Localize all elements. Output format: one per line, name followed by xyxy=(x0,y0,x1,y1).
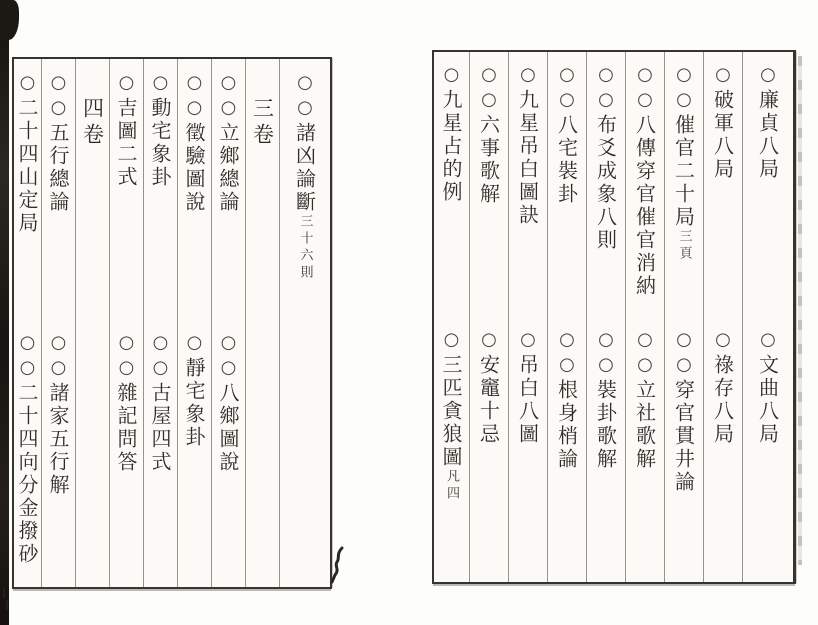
toc-entry-bottom xyxy=(592,329,621,471)
entry-circles: ○ xyxy=(517,329,539,354)
entry-text: 八傳穿官催官消納 xyxy=(632,114,657,298)
entry-circles: ○ xyxy=(712,329,734,354)
toc-entry-top xyxy=(44,72,73,214)
toc-entry-bottom xyxy=(475,329,504,446)
toc-entry-top xyxy=(146,72,175,189)
toc-entry-top xyxy=(13,72,42,235)
toc-entry-bottom xyxy=(13,332,42,566)
edge-tick-mark xyxy=(6,600,8,610)
entry-circles: ○○ xyxy=(556,329,578,379)
corner-ink-blot xyxy=(0,0,19,40)
toc-entry-bottom xyxy=(44,332,73,497)
toc-column xyxy=(41,59,75,587)
entry-circles: ○○ xyxy=(478,64,500,114)
entry-circles: ○○ xyxy=(150,332,171,382)
entry-circles: ○ xyxy=(517,64,539,89)
entry-text: 靜宅象卦 xyxy=(182,357,206,449)
toc-column xyxy=(279,59,330,587)
entry-circles: ○○ xyxy=(294,72,316,122)
entry-circles: ○ xyxy=(478,329,500,354)
entry-note: 三頁 xyxy=(676,229,692,263)
toc-entry-bottom xyxy=(670,329,699,494)
entry-circles: ○○ xyxy=(595,329,617,379)
toc-entry-top xyxy=(214,72,243,214)
entry-circles: ○ xyxy=(150,72,171,97)
toc-column xyxy=(75,59,109,587)
entry-text: 穿官貫井論 xyxy=(671,379,696,494)
toc-entry-top xyxy=(754,64,783,181)
entry-text: 八鄉圖說 xyxy=(216,382,240,474)
entry-circles: ○ xyxy=(116,72,137,97)
entry-text: 根身梢論 xyxy=(554,379,579,471)
volume-header: 四卷 xyxy=(80,97,105,149)
entry-text: 安竈十忌 xyxy=(476,354,501,446)
toc-entry-top xyxy=(291,72,320,282)
entry-text: 祿存八局 xyxy=(710,354,735,446)
entry-text: 諸凶論斷 xyxy=(292,122,317,214)
entry-text: 吊白八圖 xyxy=(515,354,540,446)
entry-text: 九星吊白圖訣 xyxy=(515,89,540,227)
toc-column xyxy=(664,52,703,582)
toc-column xyxy=(742,52,793,582)
toc-entry-top xyxy=(709,64,738,181)
toc-entry-bottom xyxy=(754,329,783,446)
right-page xyxy=(432,50,796,584)
entry-circles: ○ xyxy=(17,72,38,97)
entry-text: 立鄉總論 xyxy=(216,122,240,214)
toc-entry-bottom xyxy=(214,332,243,474)
entry-text: 六事歌解 xyxy=(476,114,501,206)
entry-circles: ○ xyxy=(184,332,205,357)
gutter-ink-smudge xyxy=(329,546,345,588)
entry-circles: ○○ xyxy=(48,332,69,382)
toc-entry-top xyxy=(437,64,466,204)
toc-column xyxy=(434,52,469,582)
edge-tick-mark xyxy=(3,588,5,598)
toc-entry-bottom xyxy=(514,329,543,446)
toc-column xyxy=(625,52,664,582)
entry-text: 吉圖二式 xyxy=(114,97,138,189)
toc-entry-top xyxy=(631,64,660,298)
entry-text: 裝卦歌解 xyxy=(593,379,618,471)
toc-entry-top xyxy=(592,64,621,252)
entry-text: 三匹貪狼圖 xyxy=(439,354,463,469)
toc-entry-bottom xyxy=(112,332,141,474)
entry-circles: ○ xyxy=(757,64,779,89)
entry-text: 九星占的例 xyxy=(439,89,463,204)
toc-entry-top xyxy=(670,64,699,263)
toc-column xyxy=(547,52,586,582)
toc-entry-bottom xyxy=(146,332,175,474)
entry-text: 雜記問答 xyxy=(114,382,138,474)
toc-column xyxy=(245,59,279,587)
entry-text: 諸家五行解 xyxy=(46,382,70,497)
toc-column xyxy=(586,52,625,582)
left-page-columns xyxy=(14,59,330,587)
entry-circles: ○○ xyxy=(116,332,137,382)
entry-circles: ○ xyxy=(757,329,779,354)
entry-text: 動宅象卦 xyxy=(148,97,172,189)
toc-column xyxy=(469,52,508,582)
entry-note: 凡四 xyxy=(444,469,459,503)
toc-column xyxy=(143,59,177,587)
toc-column xyxy=(109,59,143,587)
toc-column xyxy=(508,52,547,582)
toc-entry-bottom xyxy=(180,332,209,449)
entry-circles: ○○ xyxy=(634,329,656,379)
entry-circles: ○ xyxy=(441,64,462,89)
left-page xyxy=(12,57,332,589)
volume-header: 三卷 xyxy=(250,97,275,149)
entry-text: 二十四向分金撥砂 xyxy=(15,382,39,566)
toc-column xyxy=(211,59,245,587)
entry-text: 八宅裝卦 xyxy=(554,114,579,206)
entry-circles: ○○ xyxy=(634,64,656,114)
entry-circles: ○○ xyxy=(673,329,695,379)
entry-circles: ○○ xyxy=(595,64,617,114)
toc-entry-bottom xyxy=(631,329,660,471)
entry-circles: ○○ xyxy=(184,72,205,122)
entry-text: 古屋四式 xyxy=(148,382,172,474)
entry-circles: ○○ xyxy=(556,64,578,114)
entry-circles: ○ xyxy=(441,329,462,354)
entry-text: 二十四山定局 xyxy=(15,97,39,235)
toc-entry-top xyxy=(180,72,209,214)
entry-circles: ○○ xyxy=(48,72,69,122)
book-spine-shadow xyxy=(0,0,9,625)
toc-column xyxy=(14,59,41,587)
toc-entry-bottom xyxy=(437,329,466,503)
entry-text: 立社歌解 xyxy=(632,379,657,471)
entry-text: 廉貞八局 xyxy=(755,89,780,181)
right-page-columns xyxy=(434,52,793,582)
toc-entry-top xyxy=(514,64,543,227)
entry-circles: ○○ xyxy=(17,332,38,382)
entry-circles: ○ xyxy=(712,64,734,89)
entry-circles: ○○ xyxy=(218,72,239,122)
toc-entry-bottom xyxy=(709,329,738,446)
toc-entry-top xyxy=(553,64,582,206)
entry-text: 布爻成象八則 xyxy=(593,114,618,252)
entry-text: 文曲八局 xyxy=(755,354,780,446)
toc-entry-top xyxy=(112,72,141,189)
entry-text: 徵驗圖說 xyxy=(182,122,206,214)
toc-entry-top xyxy=(475,64,504,206)
entry-text: 五行總論 xyxy=(46,122,70,214)
toc-column xyxy=(703,52,742,582)
entry-circles: ○○ xyxy=(218,332,239,382)
toc-entry-bottom xyxy=(553,329,582,471)
entry-text: 催官二十局 xyxy=(671,114,696,229)
entry-text: 破軍八局 xyxy=(710,89,735,181)
entry-circles: ○○ xyxy=(673,64,695,114)
entry-note: 三十六則 xyxy=(297,214,313,282)
toc-column xyxy=(177,59,211,587)
